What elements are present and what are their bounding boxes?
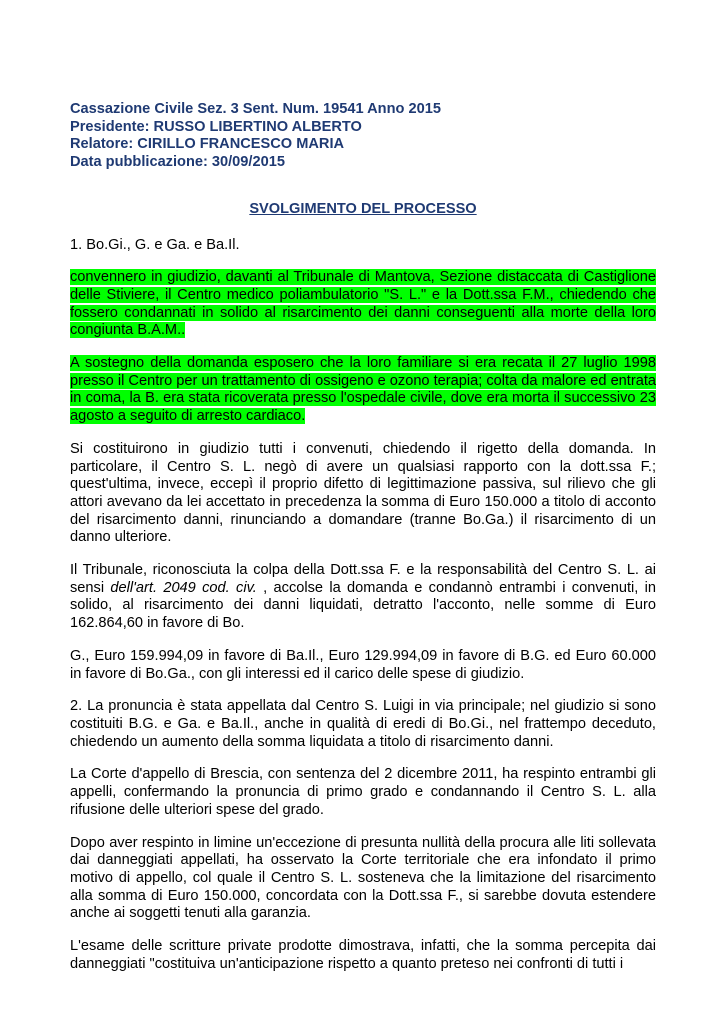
case-reference: Cassazione Civile Sez. 3 Sent. Num. 19541 Anno 2015 <box>70 101 441 117</box>
paragraph-7: 2. La pronuncia è stata appellata dal Centro S. Luigi in via principale; nel giudizio si sono costituiti B.G. e Ga. e Ba.Il., anche in qualità di eredi di Bo.Gi., nel frattempo deceduto, chiedendo un aumento della somma liquidata a titolo di risarcimento danni. <box>70 698 656 750</box>
president-line: Presidente: RUSSO LIBERTINO ALBERTO <box>70 118 362 135</box>
paragraph-1: 1. Bo.Gi., G. e Ga. e Ba.Il. <box>70 236 240 253</box>
law-reference: dell'art. 2049 cod. civ. <box>110 579 257 596</box>
paragraph-10: L'esame delle scritture private prodotte dimostrava, infatti, che la somma percepita dai danneggiati "costituiva un'anticipazione rispetto a quanto preteso nei confronti di tutti i <box>70 938 656 972</box>
rapporteur-line: Relatore: CIRILLO FRANCESCO MARIA <box>70 136 345 153</box>
paragraph-5-part-b: , accolse la domanda e condannò entrambi i convenuti, in solido, al risarcimento dei danni liquidati, detratto l'acconto, nelle somme di Euro 162.864,60 in favore di Bo. <box>70 579 657 632</box>
paragraph-2 <box>70 254 656 340</box>
highlighted-text: A sostegno della domanda esposero che la loro familiare si era recata il 27 luglio 1998 presso il Centro per un trattamento di ossigeno e ozono terapia; colta da malore ed entrata in coma, la B. era stata ricoverata presso l'ospedale civile, dove era morta il successivo 23 agosto a seguito di arresto cardiaco. <box>70 355 656 425</box>
paragraph-4: Si costituirono in giudizio tutti i convenuti, chiedendo il rigetto della domanda. In particolare, il Centro S. L. negò di avere un qualsiasi rapporto con la dott.ssa F.; quest'ultima, invece, eccepì il proprio difetto di legittimazione passiva, sul rilievo che gli attori avevano da lei accettato in precedenza la somma di Euro 150.000 a titolo di acconto del risarcimento danni, rinunciando a domandare (tranne Bo.Ga.) il risarcimento di un danno ulteriore. <box>70 440 656 546</box>
paragraph-5-part-a: Il Tribunale, riconosciuta la colpa della Dott.ssa F. e la responsabilità del Centro S. L. ai sensi <box>70 562 656 596</box>
publication-date: Data pubblicazione: 30/09/2015 <box>70 154 285 171</box>
paragraph-5 <box>70 547 656 633</box>
paragraph-6: G., Euro 159.994,09 in favore di Ba.Il., Euro 129.994,09 in favore di B.G. ed Euro 60.000 in favore di Bo.Ga., con gli interessi ed il carico delle spese di giudizio. <box>70 647 656 682</box>
section-title: SVOLGIMENTO DEL PROCESSO <box>249 200 477 217</box>
paragraph-9: Dopo aver respinto in limine un'eccezione di presunta nullità della procura alle liti sollevata dai danneggiati appellati, ha osservato la Corte territoriale che era infondato il primo motivo di appello, col quale il Centro S. L. sosteneva che la limitazione del risarcimento alla somma di Euro 150.000, concordata con la Dott.ssa F., si sarebbe dovuta estendere anche ai soggetti tenuti alla garanzia. <box>70 834 656 922</box>
document-page <box>70 101 656 973</box>
highlighted-text: convennero in giudizio, davanti al Tribunale di Mantova, Sezione distaccata di Castiglione delle Stiviere, il Centro medico poliambulatorio "S. L." e la Dott.ssa F.M., chiedendo che fossero condannati in solido al risarcimento dei danni conseguenti alla morte della loro congiunta B.A.M.. <box>70 269 656 339</box>
paragraph-8: La Corte d'appello di Brescia, con sentenza del 2 dicembre 2011, ha respinto entrambi gli appelli, confermando la pronuncia di primo grado e condannando il Centro S. L. alla rifusione delle ulteriori spese del grado. <box>70 766 656 818</box>
paragraph-3 <box>70 340 656 426</box>
